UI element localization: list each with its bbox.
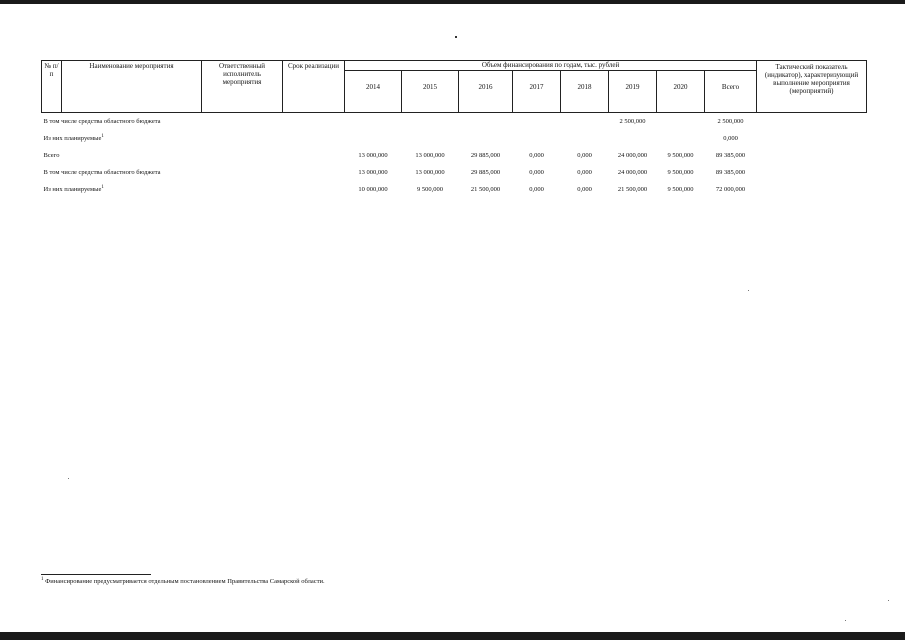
table-header bbox=[42, 61, 867, 113]
value-cell bbox=[513, 130, 561, 147]
row-label: Всего bbox=[43, 151, 60, 159]
value-cell: 9 500,000 bbox=[667, 168, 694, 176]
value-cell bbox=[459, 130, 513, 147]
footnote-ref: 1 bbox=[101, 133, 104, 139]
value-cell bbox=[402, 130, 459, 147]
row-label-cell bbox=[42, 164, 345, 181]
header-year: 2016 bbox=[459, 71, 513, 113]
value-cell: 13 000,000 bbox=[358, 151, 388, 159]
row-label: В том числе средства областного бюджета bbox=[43, 168, 161, 176]
value-cell: 10 000,000 bbox=[358, 185, 388, 193]
row-label: В том числе средства областного бюджета bbox=[43, 117, 161, 125]
tactical-cell bbox=[757, 147, 867, 164]
value-cell bbox=[561, 113, 609, 131]
page-mark bbox=[455, 36, 457, 38]
header-term: Срок реализации bbox=[283, 61, 345, 113]
value-cell bbox=[609, 130, 657, 147]
value-cell: 0,000 bbox=[529, 168, 544, 176]
footnote-mark: 1 bbox=[41, 576, 44, 582]
footnote-rule bbox=[41, 574, 151, 575]
table-row bbox=[42, 147, 867, 164]
value-cell bbox=[561, 130, 609, 147]
value-cell: 29 885,000 bbox=[470, 151, 501, 159]
table-row bbox=[42, 130, 867, 147]
value-cell bbox=[513, 113, 561, 131]
tactical-cell bbox=[757, 181, 867, 198]
value-cell: 0,000 bbox=[577, 185, 592, 193]
header-year: 2017 bbox=[513, 71, 561, 113]
value-cell: 24 000,000 bbox=[617, 168, 648, 176]
footnote-text: Финансирование предусматривается отдельным постановлением Правительства Самарской области. bbox=[45, 578, 325, 585]
value-cell: 89 385,000 bbox=[715, 168, 746, 176]
tactical-cell bbox=[757, 164, 867, 181]
scan-edge-bottom bbox=[0, 632, 905, 640]
row-label: Из них планируемые bbox=[43, 134, 102, 142]
value-cell: 9 500,000 bbox=[667, 151, 694, 159]
header-num: № п/п bbox=[42, 61, 62, 113]
scan-speck bbox=[68, 478, 69, 479]
value-cell: 29 885,000 bbox=[470, 168, 501, 176]
value-cell: 9 500,000 bbox=[667, 185, 694, 193]
header-tactical: Тактический показатель (индикатор), характеризующий выполнение мероприятия (мероприятий) bbox=[757, 61, 867, 113]
value-cell: 9 500,000 bbox=[417, 185, 443, 193]
tactical-cell bbox=[757, 130, 867, 147]
header-funding: Объем финансирования по годам, тыс. рублей bbox=[345, 61, 757, 71]
value-cell: 13 000,000 bbox=[415, 151, 445, 159]
value-cell bbox=[402, 113, 459, 131]
value-cell: 72 000,000 bbox=[715, 185, 746, 193]
table-row bbox=[42, 181, 867, 198]
value-cell bbox=[459, 113, 513, 131]
table-row bbox=[42, 164, 867, 181]
funding-table bbox=[41, 60, 867, 198]
value-cell: 0,000 bbox=[577, 168, 592, 176]
row-label-cell bbox=[42, 181, 345, 198]
scan-speck bbox=[888, 600, 889, 601]
header-year: 2014 bbox=[345, 71, 402, 113]
header-year: 2020 bbox=[657, 71, 705, 113]
value-cell: 2 500,000 bbox=[717, 117, 744, 125]
value-cell bbox=[345, 130, 402, 147]
row-label-cell bbox=[42, 113, 345, 131]
footnote-ref: 1 bbox=[101, 184, 104, 190]
footnote bbox=[41, 578, 325, 585]
row-label-cell bbox=[42, 147, 345, 164]
table-row bbox=[42, 113, 867, 131]
header-year: 2015 bbox=[402, 71, 459, 113]
value-cell: 2 500,000 bbox=[619, 117, 646, 125]
value-cell: 21 500,000 bbox=[470, 185, 501, 193]
header-year: 2019 bbox=[609, 71, 657, 113]
value-cell: 89 385,000 bbox=[715, 151, 746, 159]
header-year: Всего bbox=[705, 71, 757, 113]
value-cell bbox=[345, 113, 402, 131]
value-cell: 0,000 bbox=[529, 151, 544, 159]
value-cell: 13 000,000 bbox=[358, 168, 388, 176]
value-cell: 0,000 bbox=[529, 185, 544, 193]
table-body bbox=[42, 113, 867, 199]
value-cell: 0,000 bbox=[723, 134, 738, 142]
value-cell bbox=[657, 113, 705, 131]
value-cell: 24 000,000 bbox=[617, 151, 648, 159]
scan-edge-top bbox=[0, 0, 905, 4]
header-name: Наименование мероприятия bbox=[62, 61, 202, 113]
value-cell: 0,000 bbox=[577, 151, 592, 159]
header-executor: Ответственный исполнитель мероприятия bbox=[202, 61, 283, 113]
scan-speck bbox=[845, 620, 846, 621]
tactical-cell bbox=[757, 113, 867, 131]
value-cell: 13 000,000 bbox=[415, 168, 445, 176]
value-cell: 21 500,000 bbox=[617, 185, 648, 193]
scan-speck bbox=[748, 290, 749, 291]
row-label-cell bbox=[42, 130, 345, 147]
header-year: 2018 bbox=[561, 71, 609, 113]
row-label: Из них планируемые bbox=[43, 185, 102, 193]
value-cell bbox=[657, 130, 705, 147]
